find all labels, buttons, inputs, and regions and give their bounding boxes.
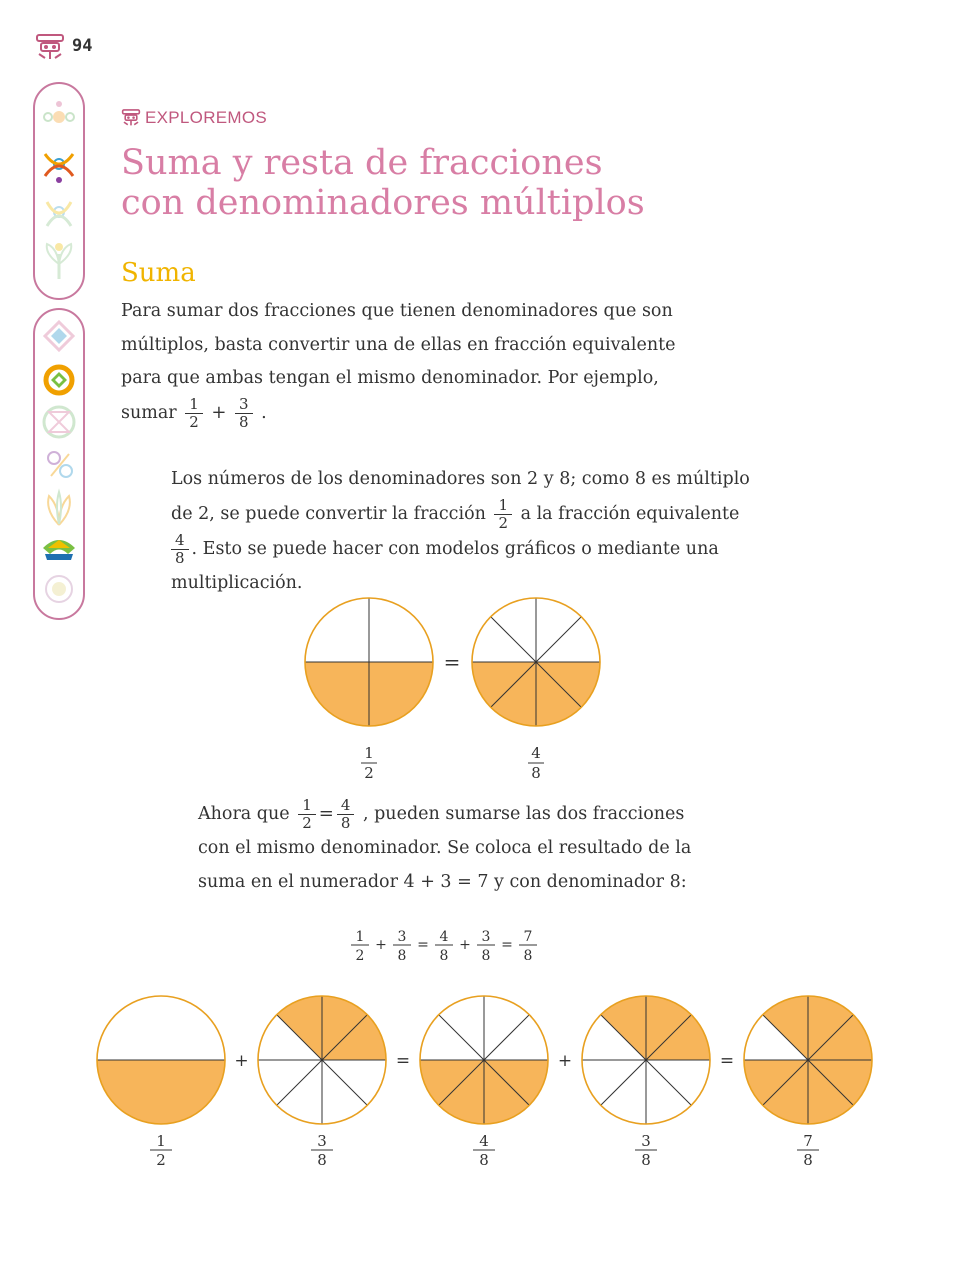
- circle-one-half: [305, 598, 433, 726]
- svg-text:8: 8: [397, 948, 407, 964]
- fraction-one-half: $\frac{1}{2}$: [185, 396, 203, 431]
- explanation-line-4: multiplicación.: [171, 572, 303, 593]
- intro-line-2: múltiplos, basta convertir una de ellas en fracción equivalente: [121, 334, 676, 355]
- ahora-line-2: con el mismo denominador. Se coloca el resultado de la: [198, 838, 692, 858]
- sprout-icon: [47, 243, 72, 279]
- intro-line-4: [121, 396, 741, 431]
- section-label: [121, 108, 267, 131]
- svg-text:2: 2: [364, 764, 374, 782]
- svg-text:8: 8: [479, 1151, 489, 1169]
- svg-text:3: 3: [481, 929, 491, 945]
- svg-text:8: 8: [439, 948, 449, 964]
- circle-label: [473, 1132, 495, 1169]
- row-operator: =: [395, 1051, 411, 1071]
- explanation-line-3: [171, 532, 791, 567]
- plus-sign: +: [211, 401, 227, 423]
- lotus-icon: [48, 492, 70, 525]
- fraction-one-half: $\frac{1}{2}$: [298, 797, 316, 832]
- svg-text:4: 4: [479, 1132, 489, 1150]
- explanation-line-2: [171, 497, 791, 532]
- svg-text:1: 1: [156, 1132, 166, 1150]
- circle-label: [150, 1132, 172, 1169]
- intro-sumar: sumar: [121, 402, 177, 423]
- equivalence-diagram: [290, 590, 620, 790]
- circle-label: [311, 1132, 333, 1169]
- svg-text:8: 8: [481, 948, 491, 964]
- fraction-three-eighths: $\frac{3}{8}$: [235, 396, 253, 431]
- sidebar-group-bottom: [33, 308, 85, 620]
- svg-text:4: 4: [439, 929, 449, 945]
- svg-text:3: 3: [397, 929, 407, 945]
- figures-icon: [47, 202, 71, 226]
- empty-sector: [97, 996, 225, 1060]
- ahora-prefix: Ahora que: [198, 804, 290, 824]
- title-line-1: Suma y resta de fracciones: [121, 143, 603, 183]
- circle-label: [635, 1132, 657, 1169]
- flower-icon: [44, 101, 74, 123]
- page-title: [121, 143, 645, 223]
- hourglass-icon: [44, 407, 74, 437]
- svg-text:8: 8: [641, 1151, 651, 1169]
- row-operator: +: [557, 1051, 573, 1071]
- explanation-line-1: Los números de los denominadores son 2 y 8; como 8 es múltiplo: [171, 469, 750, 489]
- equals-sign: =: [443, 650, 461, 674]
- equation-fraction: [393, 929, 411, 964]
- explanation-text-b: a la fracción equivalente: [520, 503, 740, 524]
- sum-diagram: [90, 990, 890, 1175]
- ahora-line-3: suma en el numerador 4 + 3 = 7 y con denominador 8:: [198, 871, 687, 892]
- intro-paragraph: [121, 295, 741, 431]
- circle-seven-eighths: [744, 996, 872, 1124]
- equation-operator: =: [417, 937, 429, 953]
- explanation-text-a: de 2, se puede convertir la fracción: [171, 503, 486, 524]
- ahora-suffix: , pueden sumarse las dos fracciones: [362, 804, 685, 824]
- dancers-icon: [45, 154, 73, 183]
- svg-text:3: 3: [641, 1132, 651, 1150]
- equals-sign: =: [318, 803, 334, 824]
- row-operator: +: [234, 1051, 249, 1071]
- intro-line-3: para que ambas tengan el mismo denominador. Por ejemplo,: [121, 368, 659, 388]
- circle-one-half: [97, 996, 225, 1124]
- ring-icon: [46, 367, 72, 393]
- svg-text:2: 2: [156, 1151, 166, 1169]
- intro-line-1: Para sumar dos fracciones que tienen denominadores que son: [121, 301, 673, 321]
- section-label-text: EXPLOREMOS: [145, 108, 268, 127]
- spiral-icon: [46, 576, 72, 602]
- ahora-line-1: [198, 797, 798, 832]
- fraction-four-eighths: $\frac{4}{8}$: [171, 532, 189, 567]
- row-operator: =: [719, 1051, 735, 1071]
- circle-label: [797, 1132, 819, 1169]
- equation-fraction: [477, 929, 495, 964]
- circle-four-eighths: [420, 996, 548, 1124]
- equation-fraction: [351, 929, 369, 964]
- svg-text:7: 7: [523, 929, 533, 945]
- ahora-paragraph: [198, 797, 798, 899]
- svg-text:3: 3: [317, 1132, 327, 1150]
- equation-fraction: [519, 929, 537, 964]
- subheading-suma: Suma: [121, 258, 196, 288]
- maya-glyph-icon: [121, 108, 141, 131]
- label-one-half: [361, 744, 377, 782]
- svg-text:8: 8: [803, 1151, 813, 1169]
- svg-text:1: 1: [364, 744, 374, 762]
- fan-icon: [43, 540, 75, 560]
- sum-equation: [340, 922, 550, 968]
- circle-four-eighths: [472, 598, 600, 726]
- explanation-text-c: . Esto se puede hacer con modelos gráficos o mediante una: [191, 538, 719, 559]
- label-four-eighths: [528, 744, 544, 782]
- circle-three-eighths: [258, 996, 386, 1124]
- svg-text:8: 8: [531, 764, 541, 782]
- svg-text:1: 1: [355, 929, 365, 945]
- svg-text:8: 8: [317, 1151, 327, 1169]
- filled-sector: [97, 1060, 225, 1124]
- period: .: [261, 402, 267, 423]
- explanation-paragraph: [171, 463, 791, 600]
- equation-fraction: [435, 929, 453, 964]
- equation-operator: +: [375, 937, 387, 953]
- circle-three-eighths: [582, 996, 710, 1124]
- svg-text:2: 2: [355, 948, 365, 964]
- page-number: 94: [72, 36, 93, 56]
- circles-icon: [48, 452, 72, 477]
- title-line-2: con denominadores múltiplos: [121, 183, 645, 223]
- fraction-one-half: $\frac{1}{2}$: [494, 497, 512, 532]
- equation-operator: +: [459, 937, 471, 953]
- diamond-icon: [45, 322, 73, 350]
- svg-text:4: 4: [531, 744, 541, 762]
- fraction-four-eighths: $\frac{4}{8}$: [337, 797, 355, 832]
- maya-glyph-icon: [35, 32, 65, 64]
- svg-text:7: 7: [803, 1132, 813, 1150]
- sidebar-group-top: [33, 82, 85, 300]
- equation-operator: =: [501, 937, 513, 953]
- svg-text:8: 8: [523, 948, 533, 964]
